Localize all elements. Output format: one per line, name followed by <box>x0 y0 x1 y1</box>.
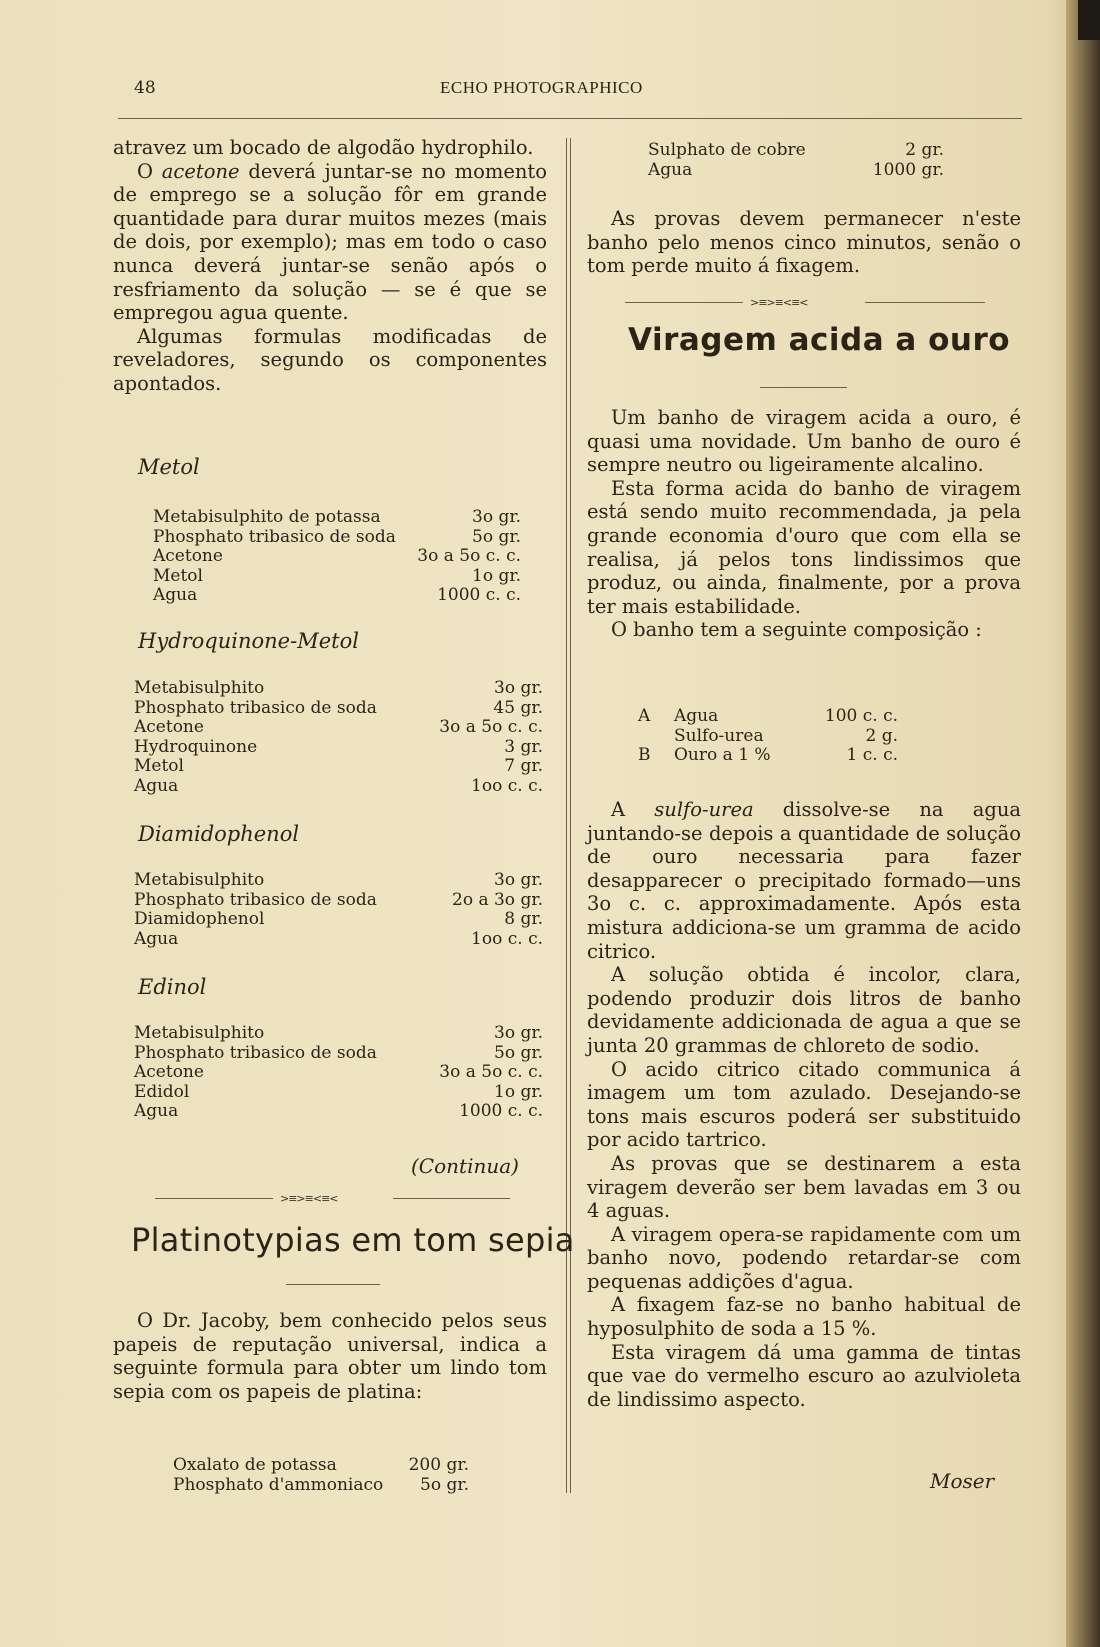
ingredient: Acetone <box>153 546 223 566</box>
ingredient: Phosphato tribasico de soda <box>153 526 396 547</box>
paragraph: A fixagem faz-se no banho habitual de hyposulphito de soda a 15 %. <box>587 1293 1021 1341</box>
formula-title-diamidophenol: Diamidophenol <box>138 822 300 846</box>
formula-table-diamidophenol <box>134 871 543 949</box>
formula-row <box>134 1083 543 1103</box>
formula-row <box>134 891 543 911</box>
ingredient: Metol <box>134 756 184 776</box>
ingredient: Agua <box>648 159 693 180</box>
formula-table-metol <box>153 508 521 606</box>
ingredient: Edidol <box>134 1081 190 1102</box>
formula-row <box>134 1063 543 1083</box>
quantity: 7 gr. <box>504 756 543 776</box>
book-spine-shadow <box>1066 0 1100 1647</box>
formula-table-sepia <box>173 1456 469 1495</box>
formula-row <box>134 1024 543 1044</box>
quantity: 2 gr. <box>905 140 944 160</box>
ingredient: Metabisulphito <box>134 870 265 890</box>
ingredient: Agua <box>134 1101 179 1121</box>
formula-row <box>638 707 898 727</box>
quantity: 1 c. c. <box>846 745 898 765</box>
formula-row <box>153 508 521 528</box>
quantity: 5o gr. <box>494 1042 543 1063</box>
quantity: 3o a 5o c. c. <box>417 546 521 566</box>
quantity: 3o gr. <box>472 507 521 527</box>
paragraph: A sulfo-urea dissolve-se na agua juntando-se depois a quantidade de solução de ouro necessaria para fazer desapparecer o precipitado formado—uns 3o c. c. approximadamente. Após esta mistura addiciona-se um gramma de acido citrico. <box>587 798 1022 963</box>
paragraph: As provas que se destinarem a esta viragem deverão ser bem lavadas em 3 ou 4 aguas. <box>587 1151 1021 1223</box>
page-header <box>0 78 1100 108</box>
heading-underline <box>286 1284 380 1285</box>
ingredient: Sulphato de cobre <box>648 140 806 160</box>
formula-row <box>134 930 543 950</box>
solution-letter: A <box>638 706 651 726</box>
ingredient: Acetone <box>134 1062 204 1082</box>
column-divider <box>566 138 571 1493</box>
paragraph: Algumas formulas modificadas de reveladores, segundo os componentes apontados. <box>113 324 547 395</box>
formula-row <box>638 746 898 766</box>
quantity: 1oo c. c. <box>471 775 543 796</box>
ingredient: Sulfo-urea <box>674 725 764 746</box>
formula-row <box>638 727 898 747</box>
formula-table-hydroquinone-metol <box>134 679 543 796</box>
paragraph: atravez um bocado de algodão hydrophilo. <box>113 136 534 159</box>
quantity: 3 gr. <box>504 736 543 757</box>
ingredient: Hydroquinone <box>134 736 258 757</box>
ingredient: Agua <box>134 775 179 796</box>
ingredient: Oxalato de potassa <box>173 1455 337 1475</box>
paragraph: Um banho de viragem acida a ouro, é quasi uma novidade. Um banho de ouro é sempre neutro ou ligeiramente alcalino. <box>587 406 1021 477</box>
ingredient: Ouro a 1 % <box>674 745 771 765</box>
right-column-viragem-body <box>587 406 1021 642</box>
quantity: 5o gr. <box>472 526 521 547</box>
header-rule <box>118 118 1022 119</box>
quantity: 2o a 3o gr. <box>452 889 543 910</box>
quantity: 1o gr. <box>472 565 521 586</box>
formula-title-hydroquinone-metol: Hydroquinone-Metol <box>138 629 359 653</box>
ingredient: Phosphato d'ammoniaco <box>173 1474 384 1495</box>
section-ornament: >≡>≡<≡< <box>625 296 985 310</box>
formula-row <box>648 141 944 161</box>
right-column-viragem-continued <box>587 798 1021 1411</box>
formula-row <box>134 757 543 777</box>
formula-row <box>153 567 521 587</box>
quantity: 100 c. c. <box>824 706 898 726</box>
left-column-platinotypias-body <box>113 1309 547 1403</box>
formula-row <box>153 586 521 606</box>
author-signature: Moser <box>930 1469 995 1493</box>
quantity: 3o gr. <box>494 1023 543 1043</box>
section-heading-platinotypias: Platinotypias em tom sepia <box>131 1221 575 1259</box>
formula-row <box>134 718 543 738</box>
book-spine-dark-corner <box>1078 0 1100 40</box>
page-number: 48 <box>134 78 156 98</box>
running-title: ECHO PHOTOGRAPHICO <box>440 78 643 97</box>
quantity: 1o gr. <box>494 1081 543 1102</box>
ingredient: Phosphato tribasico de soda <box>134 1042 377 1063</box>
formula-row <box>134 910 543 930</box>
solution-letter <box>638 727 674 747</box>
ingredient: Agua <box>153 585 198 605</box>
ingredient: Metabisulphito de potassa <box>153 507 381 527</box>
ingredient: Metol <box>153 565 203 586</box>
formula-title-metol: Metol <box>138 455 200 479</box>
paragraph: O Dr. Jacoby, bem conhecido pelos seus papeis de reputação universal, indica a seguinte formula para obter um lindo tom sepia com os papeis de platina: <box>113 1309 547 1403</box>
left-column-body <box>113 136 547 396</box>
right-column-intro <box>587 207 1021 278</box>
emphasis: sulfo-urea <box>654 798 754 821</box>
quantity: 45 gr. <box>493 697 543 718</box>
formula-row <box>134 679 543 699</box>
paragraph: Esta viragem dá uma gamma de tintas que vae do vermelho escuro ao azulvioleta de lindissimo aspecto. <box>587 1340 1021 1411</box>
quantity: 200 gr. <box>408 1455 469 1475</box>
ingredient: Phosphato tribasico de soda <box>134 889 377 910</box>
formula-row <box>153 547 521 567</box>
ingredient: Agua <box>134 928 179 949</box>
heading-underline <box>760 387 847 388</box>
continua-note: (Continua) <box>411 1154 519 1178</box>
paragraph: As provas devem permanecer n'este banho pelo menos cinco minutos, senão o tom perde muito á fixagem. <box>587 207 1021 278</box>
ingredient: Metabisulphito <box>134 1023 265 1043</box>
paragraph: Esta forma acida do banho de viragem está sendo muito recommendada, ja pela grande economia d'ouro que com ella se realisa, já pelos tons lindissimos que produz, ou ainda, finalmente, por a prova ter mais estabilidade. <box>587 476 1021 618</box>
formula-row <box>153 528 521 548</box>
formula-row <box>648 161 944 181</box>
ingredient: Acetone <box>134 717 204 737</box>
formula-row <box>134 738 543 758</box>
paragraph: O acido citrico citado communica á imagem um tom azulado. Desejando-se tons mais escuros poderá ser substituido por acido tartrico. <box>587 1057 1021 1152</box>
ingredient: Phosphato tribasico de soda <box>134 697 377 718</box>
formula-table-viragem <box>638 707 898 766</box>
solution-letter: B <box>638 745 651 765</box>
formula-title-edinol: Edinol <box>138 975 207 999</box>
section-heading-viragem: Viragem acida a ouro <box>628 322 1011 358</box>
quantity: 3o a 5o c. c. <box>439 717 543 737</box>
formula-row <box>134 699 543 719</box>
emphasis: acetone <box>161 159 240 183</box>
paragraph: A solução obtida é incolor, clara, podendo produzir dois litros de banho devidamente addicionada de agua a que se junta 20 grammas de chloreto de sodio. <box>587 963 1021 1057</box>
formula-row <box>134 1102 543 1122</box>
quantity: 1000 c. c. <box>459 1101 543 1121</box>
formula-table-edinol <box>134 1024 543 1122</box>
paragraph: O banho tem a seguinte composição : <box>611 618 982 642</box>
ingredient: Agua <box>674 706 719 726</box>
quantity: 1000 c. c. <box>437 585 521 605</box>
paragraph: A viragem opera-se rapidamente com um banho novo, podendo retardar-se com pequenas addições d'agua. <box>587 1222 1021 1293</box>
section-ornament: >≡>≡<≡< <box>155 1192 510 1206</box>
ingredient: Diamidophenol <box>134 909 265 929</box>
quantity: 1oo c. c. <box>471 928 543 949</box>
formula-table-sepia-continued <box>648 141 944 180</box>
formula-row <box>173 1476 469 1496</box>
quantity: 3o gr. <box>494 678 543 698</box>
quantity: 8 gr. <box>504 909 543 929</box>
ingredient: Metabisulphito <box>134 678 265 698</box>
quantity: 1000 gr. <box>872 159 944 180</box>
formula-row <box>134 871 543 891</box>
formula-row <box>134 1044 543 1064</box>
formula-row <box>173 1456 469 1476</box>
quantity: 3o gr. <box>494 870 543 890</box>
quantity: 3o a 5o c. c. <box>439 1062 543 1082</box>
formula-row <box>134 777 543 797</box>
paragraph: O acetone deverá juntar-se no momento de emprego se a solução fôr em grande quantidade para durar muitos mezes (mais de dois, por exemplo); mas em todo o caso nunca deverá juntar-se senão após o resfriamento da solução — se é que se empregou agua quente. <box>113 159 547 325</box>
quantity: 5o gr. <box>420 1474 469 1495</box>
quantity: 2 g. <box>865 725 898 746</box>
